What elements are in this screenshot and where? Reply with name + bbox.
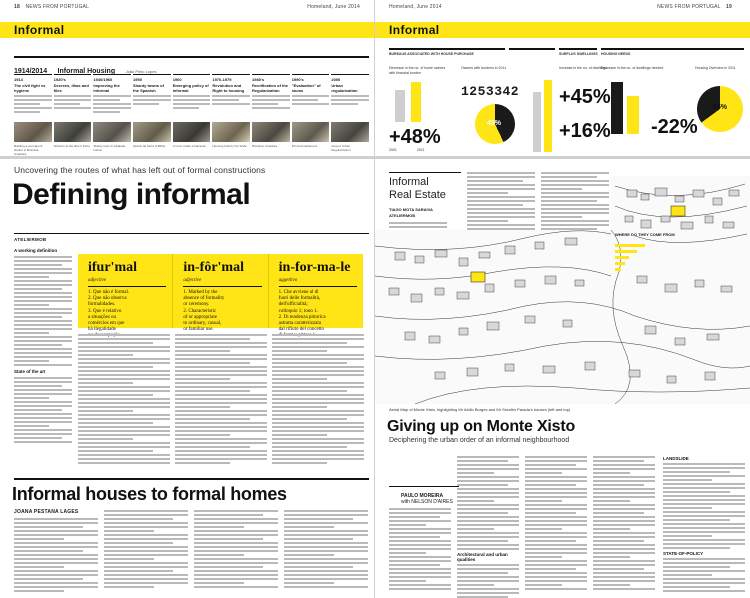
subhead: A working definition [14, 248, 58, 253]
article-kicker: Uncovering the routes of what has left out of formal constructions [14, 165, 266, 175]
divider [14, 233, 369, 234]
divider [559, 48, 597, 50]
stat-value-needs: -22% [651, 116, 698, 138]
body-column [457, 456, 519, 598]
timeline-photo [54, 122, 92, 142]
stat-label: Increase in the no. of dwellings [559, 66, 608, 70]
timeline-photo [93, 122, 131, 142]
timeline-photo [331, 122, 369, 142]
definition-english: in-fôr'mal adjective 1. Marked by the absence of formality or ceremony. 2. Characteristic of or appropriate to ordinary, casual, or familiar use. [172, 254, 267, 328]
chart-title: WHERE DO THEY COME FROM [615, 232, 675, 237]
bar-2011 [544, 80, 552, 152]
bar-2011 [411, 82, 421, 122]
aerial-map [375, 176, 750, 404]
stat-label: Housing Overview in 2011 [695, 66, 736, 70]
divider [601, 48, 744, 50]
origin-bar-chart [615, 240, 655, 280]
stat-value-dwellings: +45% [559, 86, 611, 108]
body-column [525, 456, 587, 592]
right-page [375, 0, 750, 598]
stat-heading: SURPLUS DWELLINGS [559, 52, 598, 56]
subhead: State of the art [14, 369, 46, 374]
page-number: 19 [726, 4, 732, 10]
timeline-photo [133, 122, 171, 142]
timeline-photo [212, 122, 250, 142]
bar-2001 [611, 82, 623, 134]
article-kicker-3: Deciphering the urban order of an informal neighbourhood [389, 437, 570, 444]
folio-issue [307, 4, 360, 10]
folio-right [657, 4, 736, 10]
body-column [272, 334, 364, 466]
subhead: Architectural and urban qualities [457, 552, 508, 562]
timeline-title: Informal Housing [57, 68, 116, 75]
article-headline-3: Giving up on Monte Xisto [387, 418, 576, 435]
timeline-entry: 1940/1960 Improving the informal [93, 74, 131, 122]
definition-italian: in-for-ma-le aggettivo 1. Che avviene al di fuori delle formalità, dell'ufficialità; colloquio 1; tono 1. 2. Di tendenza pittorica astratta caratterizzata dal rifiuto del concetto [268, 254, 363, 328]
real-estate-headline: Informal Real Estate [389, 176, 446, 201]
section-title: Informal [14, 23, 65, 37]
stat-heading: HOUSING NEEDS [601, 52, 631, 56]
year-label: 2011 [417, 148, 425, 152]
timeline-entry: 1950 Shanty towns of the Spanish [133, 74, 171, 122]
origin-bar [615, 244, 645, 247]
bar-2011 [627, 96, 639, 134]
origin-bar [615, 250, 637, 253]
section-band [0, 22, 375, 38]
section-band [375, 22, 750, 38]
timeline-entry: 2000 Urban regularization [331, 74, 369, 122]
body-column [284, 510, 368, 590]
article-headline: Defining informal [12, 178, 251, 211]
bars-dwellings-chart [527, 72, 557, 152]
divider [389, 172, 461, 173]
timeline-header [14, 56, 369, 75]
real-estate-byline: TIAGO MOTA SARAIVA ATELIERMOB [389, 207, 433, 218]
publication-name: NEWS FROM PORTUGAL [25, 4, 90, 10]
body-column [104, 510, 188, 590]
timeline-entry: 1990's "Evaluation" of slums [292, 74, 330, 122]
divider [375, 156, 750, 159]
map-background [375, 230, 611, 404]
stat-value-owners: +48% [389, 126, 441, 148]
timeline-captions: Building a permanent shelter in Brandoa, Amadora Workers at the Ilha in Porto Shanty town in Alvalade, Lisbon Quinta da Serra (1960s) A room inside a barracks Housing built by the SAAL Brandoa, Amadora Informal settlement Area of Urban Regularization [14, 144, 351, 156]
page-number: 18 [14, 4, 20, 10]
definition-portuguese: ifur'mal adjective 1. Que não é formal. 2. Que não observa formalidades. 3. Que é relativo a situações ou comércios em que há ilegalidade [78, 254, 172, 328]
issue-label: Homeland, June 2014 [307, 4, 360, 10]
subhead: STATE-OF-POLICY [663, 551, 704, 556]
timeline-photo [14, 122, 52, 142]
divider [389, 48, 505, 50]
timeline-photo [252, 122, 290, 142]
stat-value-surplus: +16% [559, 120, 611, 142]
divider [14, 478, 369, 480]
stat-label: Owners with burdens in 2011 [461, 66, 507, 70]
origin-bar [615, 262, 625, 265]
publication-name: NEWS FROM PORTUGAL [657, 4, 721, 10]
body-column [663, 456, 745, 594]
bars-owners-chart [389, 82, 449, 122]
highlighted-house [671, 206, 685, 216]
body-column [593, 456, 655, 592]
bars-needs-chart [607, 82, 647, 134]
divider [389, 486, 459, 487]
timeline-columns [14, 74, 369, 122]
bar-2001 [395, 90, 405, 122]
timeline-entry: 1960 Emerging policy of informal [173, 74, 211, 122]
timeline-entry: 1970-1979 Revolution and Right to housing [212, 74, 250, 122]
year-label: 2001 [389, 148, 397, 152]
divider [0, 156, 375, 159]
article-byline-2: JOANA PESTANA LAGES [14, 509, 79, 515]
origin-bar [615, 268, 621, 271]
body-column [14, 248, 72, 445]
timeline-author: João Pinto Lopes [125, 69, 157, 74]
divider [509, 48, 555, 50]
stat-label: Decrease in the no. of dwellings needed [601, 66, 664, 70]
origin-bar [615, 256, 629, 259]
timeline-years: 1914/2014 [14, 68, 48, 75]
timeline-photo [173, 122, 211, 142]
folio-issue [389, 4, 442, 10]
section-title: Informal [389, 23, 440, 37]
timeline-entry: 1920's Decrees, ilhas and files [54, 74, 92, 122]
timeline-photo [292, 122, 330, 142]
body-column [175, 334, 267, 466]
stat-heading: BUREAUS ASSOCIATED WITH HOUSE PURCHASE [389, 52, 474, 56]
pie-label: 43% [487, 120, 502, 127]
stat-label: Decrease in the no. of home owners with financial burden [389, 66, 446, 75]
article-byline: ATELIERMOB [14, 237, 47, 242]
timeline-entry: 1914 The civil fight vs hygiene [14, 74, 52, 122]
body-column [14, 518, 98, 594]
article-headline-2: Informal houses to formal homes [12, 484, 287, 504]
timeline-photos [14, 122, 369, 142]
pie-label: 65% [713, 104, 728, 111]
highlighted-house [471, 272, 485, 282]
subhead: LANDSLIDE [663, 456, 689, 461]
timeline-entry: 1980's Rectification of the Regularization [252, 74, 290, 122]
stat-counter: 1253342 [461, 84, 520, 99]
definitions-box [78, 254, 363, 333]
map-caption: Aerial Map of Monte Xisto, highlighting Mr Abilio Borges and Mr Serafim Parada's houses (left and top) [389, 407, 571, 412]
bar-2001 [533, 92, 541, 152]
body-column [194, 510, 278, 590]
body-column [78, 334, 170, 466]
issue-label: Homeland, June 2014 [389, 4, 442, 10]
body-column [389, 508, 451, 592]
folio-left [14, 4, 89, 10]
article-byline-3: PAULO MOREIRA with NELSON D'AIRES [401, 493, 453, 505]
